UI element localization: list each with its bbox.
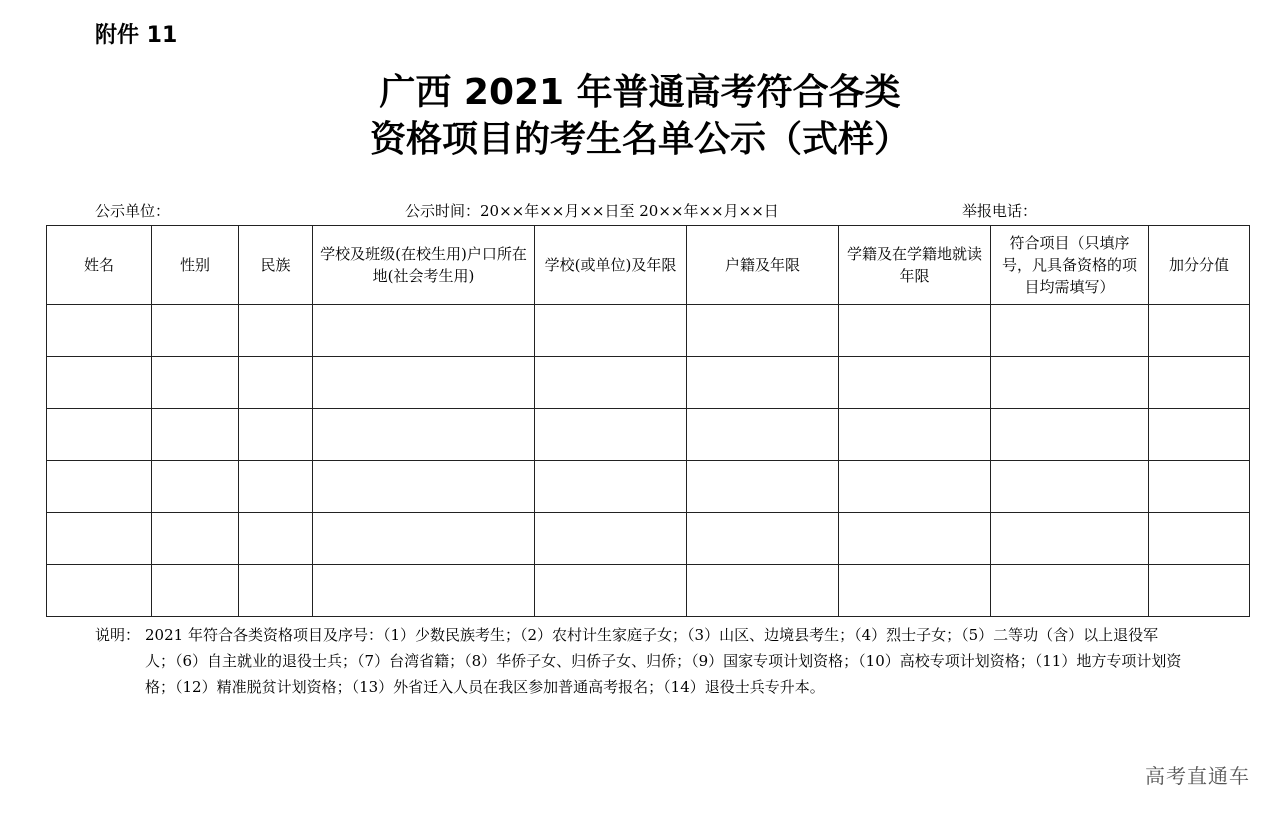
document-title-line1: 广西 2021 年普通高考符合各类 (379, 72, 901, 113)
table-header-row (47, 226, 1250, 305)
attachment-label: 附件 11 (95, 23, 178, 48)
header-eligible-items: 符合项目（只填序号，凡具备资格的项目均需填写） (991, 226, 1149, 305)
table-body (47, 305, 1250, 617)
table-row (47, 409, 1250, 461)
explanation-text: 2021 年符合各类资格项目及序号：（1）少数民族考生；（2）农村计生家庭子女；（3）山区、边境县考生；（4）烈士子女；（5）二等功（含）以上退役军人；（6）自主就业的退役士兵；（7）台湾省籍；（8）华侨子女、归侨子女、归侨；（9）国家专项计划资格；（10）高校专项计划资格；（11）地方专项计划资格；（12）精准脱贫计划资格；（13）外省迁入人员在我区参加普通高考报名；（14）退役士兵专升本。 (145, 626, 1182, 696)
report-phone-label: 举报电话： (962, 202, 1038, 220)
explanation-note (95, 622, 1185, 700)
table-row (47, 513, 1250, 565)
table-row (47, 357, 1250, 409)
header-enrollment-years: 学籍及在学籍地就读年限 (839, 226, 991, 305)
header-gender: 性别 (152, 226, 239, 305)
candidate-list-table (46, 225, 1250, 617)
header-bonus-points: 加分分值 (1149, 226, 1250, 305)
table-row (47, 565, 1250, 617)
watermark: 高考直通车 (1145, 764, 1250, 788)
header-school-years: 学校(或单位)及年限 (535, 226, 687, 305)
header-name: 姓名 (47, 226, 152, 305)
header-school-class: 学校及班级(在校生用)户口所在地(社会考生用) (313, 226, 535, 305)
publish-time-label: 公示时间：20××年××月××日至 20××年××月××日 (405, 202, 779, 220)
table-row (47, 305, 1250, 357)
header-household-years: 户籍及年限 (687, 226, 839, 305)
explanation-label: 说明： (95, 626, 141, 644)
header-ethnicity: 民族 (239, 226, 313, 305)
document-title-line2: 资格项目的考生名单公示（式样） (369, 119, 910, 160)
table-row (47, 461, 1250, 513)
publish-unit-label: 公示单位： (95, 202, 171, 220)
